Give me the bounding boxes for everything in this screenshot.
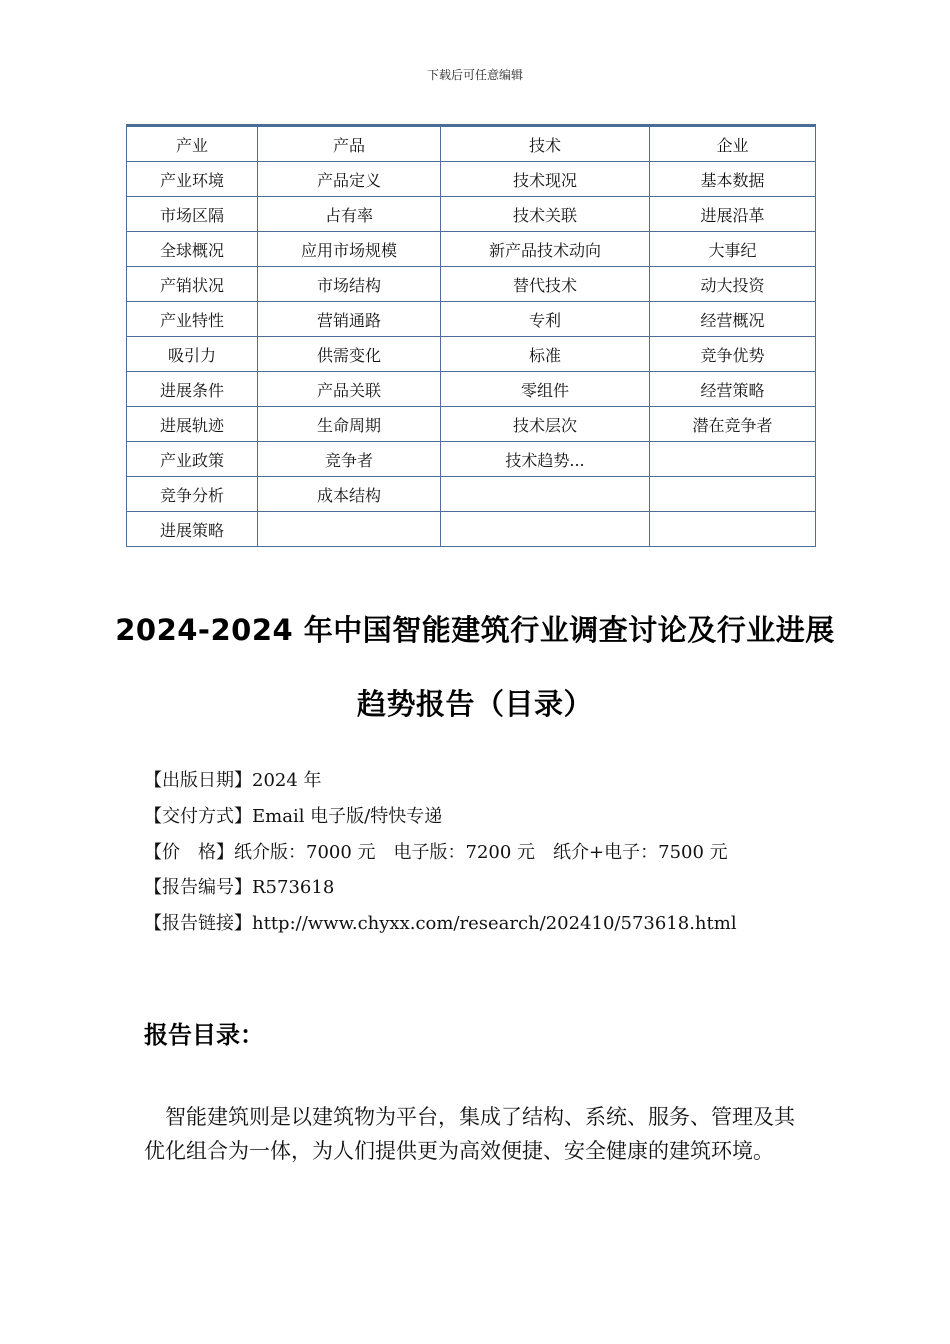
table-cell: 潜在竞争者 [650, 407, 816, 442]
table-cell: 产业环境 [127, 162, 258, 197]
table-cell: 产品定义 [258, 162, 441, 197]
table-cell: 营销通路 [258, 302, 441, 337]
table-cell [650, 442, 816, 477]
table-cell: 竞争分析 [127, 477, 258, 512]
table-row [127, 267, 816, 302]
table-cell: 动大投资 [650, 267, 816, 302]
intro-paragraph: 智能建筑则是以建筑物为平台，集成了结构、系统、服务、管理及其优化组合为一体，为人们提供更为高效便捷、安全健康的建筑环境。 [144, 1105, 795, 1163]
table-cell: 产品关联 [258, 372, 441, 407]
table-row [127, 162, 816, 197]
table-header-cell: 产业 [127, 126, 258, 162]
table-cell: 零组件 [441, 372, 650, 407]
table-cell: 供需变化 [258, 337, 441, 372]
table-cell [258, 512, 441, 547]
table-cell: 全球概况 [127, 232, 258, 267]
table-cell [650, 512, 816, 547]
publish-date: 【出版日期】2024 年 [144, 770, 322, 791]
table-cell: 技术趋势... [441, 442, 650, 477]
table-row [127, 407, 816, 442]
table-header-cell: 技术 [441, 126, 650, 162]
table-cell [650, 477, 816, 512]
table-row [127, 232, 816, 267]
report-title-line-2: 趋势报告（目录） [356, 687, 593, 721]
delivery-method: 【交付方式】Email 电子版/特快专递 [144, 806, 443, 827]
table-cell: 生命周期 [258, 407, 441, 442]
table-cell: 进展条件 [127, 372, 258, 407]
table-cell [441, 512, 650, 547]
table-cell: 标准 [441, 337, 650, 372]
table-cell: 市场结构 [258, 267, 441, 302]
table-cell: 成本结构 [258, 477, 441, 512]
report-title-line-1: 2024-2024 年中国智能建筑行业调查讨论及行业进展 [115, 613, 835, 647]
table-cell: 吸引力 [127, 337, 258, 372]
table-cell: 经营概况 [650, 302, 816, 337]
page-header: 下载后可任意编辑 [426, 68, 523, 82]
table-row [127, 302, 816, 337]
toc-heading: 报告目录： [144, 1021, 264, 1049]
table-cell: 产销状况 [127, 267, 258, 302]
table-row [127, 337, 816, 372]
table-cell: 应用市场规模 [258, 232, 441, 267]
table-row [127, 512, 816, 547]
table-cell [441, 477, 650, 512]
table-cell: 产业政策 [127, 442, 258, 477]
table-cell: 新产品技术动向 [441, 232, 650, 267]
table-cell: 竞争优势 [650, 337, 816, 372]
report-link[interactable]: 【报告链接】http://www.chyxx.com/research/202410/573618.html [144, 913, 737, 934]
table-cell: 占有率 [258, 197, 441, 232]
table-cell: 替代技术 [441, 267, 650, 302]
table-cell: 专利 [441, 302, 650, 337]
table-cell: 基本数据 [650, 162, 816, 197]
price-info: 【价 格】纸介版：7000 元 电子版：7200 元 纸介+电子：7500 元 [144, 842, 728, 863]
table-header-cell: 企业 [650, 126, 816, 162]
table-cell: 技术关联 [441, 197, 650, 232]
table-cell: 进展沿革 [650, 197, 816, 232]
table-cell: 竞争者 [258, 442, 441, 477]
table-cell: 技术现况 [441, 162, 650, 197]
table-cell: 市场区隔 [127, 197, 258, 232]
table-cell: 经营策略 [650, 372, 816, 407]
table-cell: 产业特性 [127, 302, 258, 337]
table-cell: 进展轨迹 [127, 407, 258, 442]
table-row [127, 372, 816, 407]
table-header-row [127, 126, 816, 162]
table-row [127, 442, 816, 477]
table-cell: 进展策略 [127, 512, 258, 547]
report-number: 【报告编号】R573618 [144, 877, 335, 898]
table-cell: 大事纪 [650, 232, 816, 267]
category-table [126, 124, 816, 547]
table-row [127, 197, 816, 232]
table-row [127, 477, 816, 512]
table-cell: 技术层次 [441, 407, 650, 442]
table-header-cell: 产品 [258, 126, 441, 162]
